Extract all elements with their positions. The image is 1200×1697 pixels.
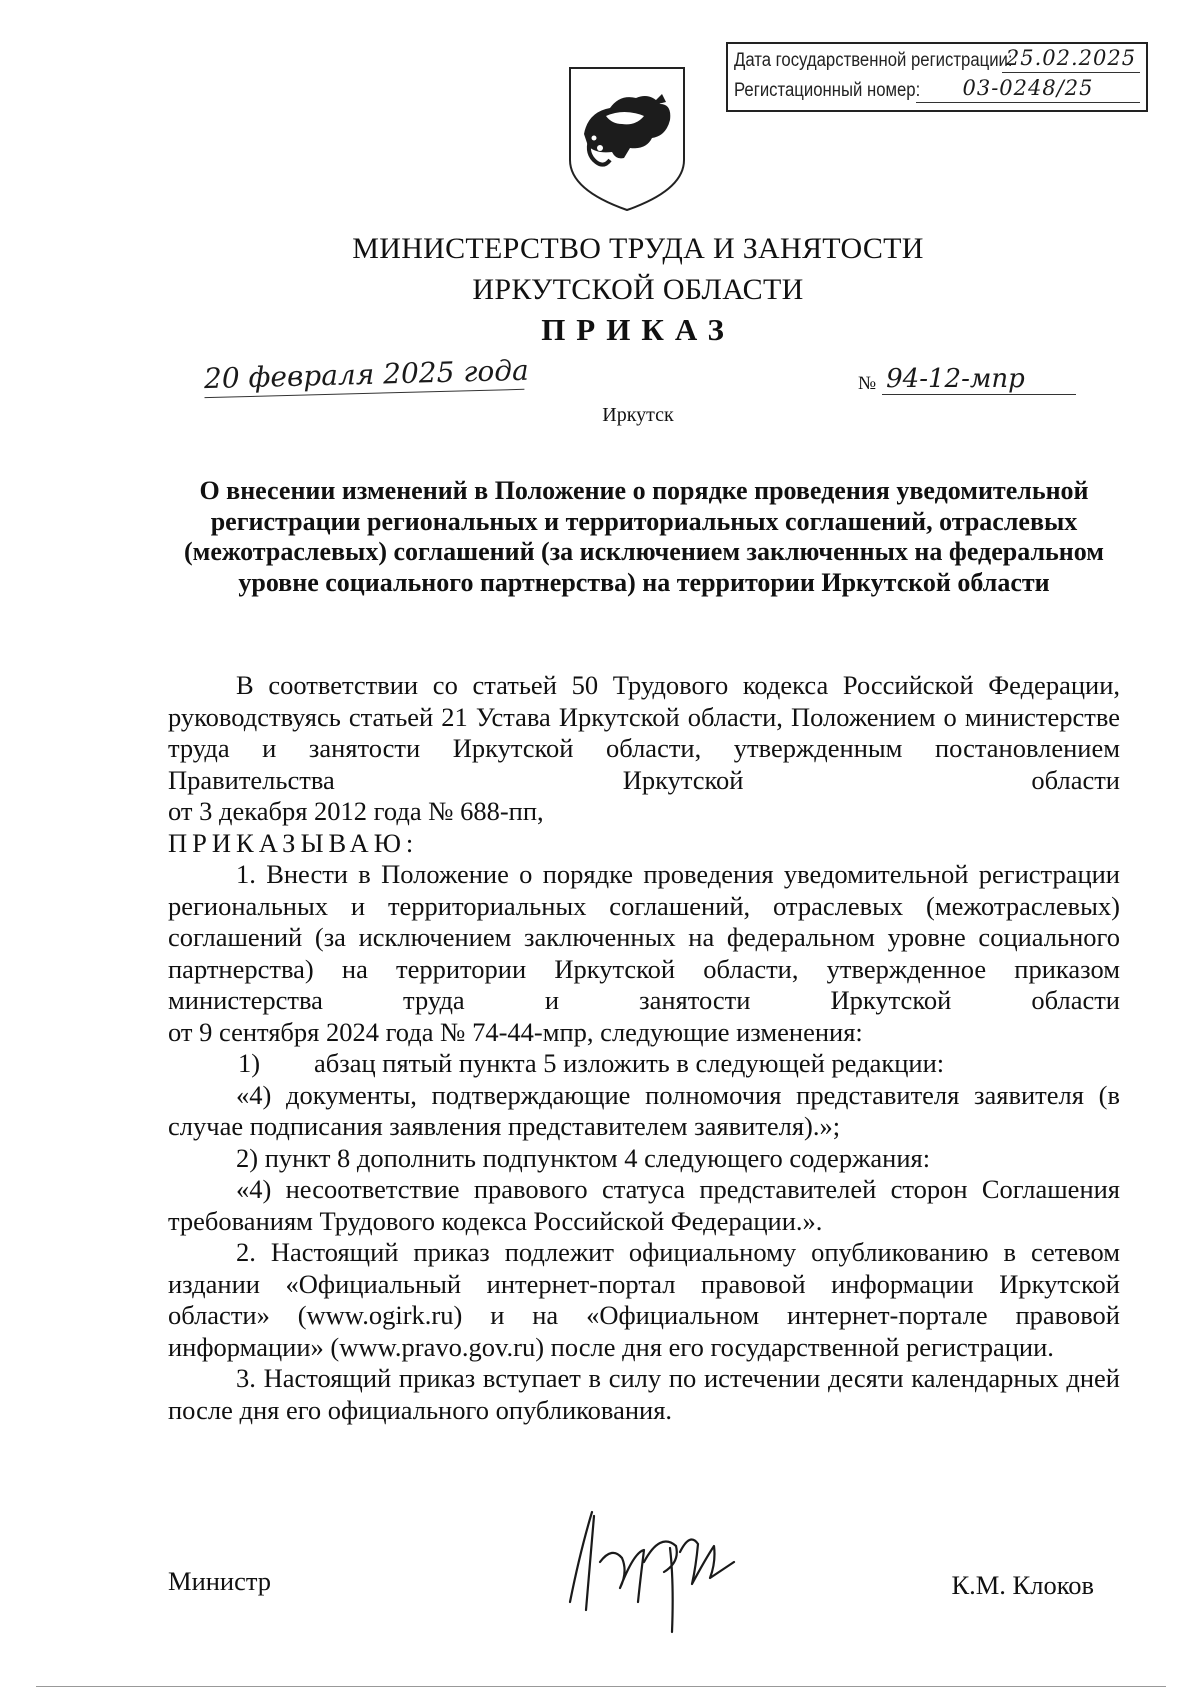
quote-1: «4) документы, подтверждающие полномочия представителя заявителя (в случае подписания заявления представителем заявителя).»; — [168, 1079, 1120, 1141]
ministry-name — [0, 228, 1200, 310]
preamble-paragraph: В соответствии со статьей 50 Трудового кодекса Российской Федерации, руководствуясь статьей 21 Устава Иркутской области, Положением о министерстве труда и занятости Иркутской области, утвержденным постановлением Правительства Иркутской области — [168, 670, 1120, 795]
signature-block — [168, 1540, 1120, 1690]
item-1-text: абзац пятый пункта 5 изложить в следующей редакции: — [314, 1048, 945, 1078]
coat-of-arms-icon — [566, 64, 688, 214]
ministry-line-1: МИНИСТЕРСТВО ТРУДА И ЗАНЯТОСТИ — [352, 232, 924, 265]
order-date-handwritten: 20 февраля 2025 года — [204, 354, 525, 398]
paragraph-1: 1. Внести в Положение о порядке проведения уведомительной регистрации региональных и территориальных соглашений, отраслевых (межотраслевых) соглашений (за исключением заключенных на федеральном уровне социального партнерства) на территории Иркутской области, утвержденное приказом министерства труда и занятости Иркутской области — [168, 859, 1120, 1015]
prikazyvayu-heading: ПРИКАЗЫВАЮ: — [168, 827, 419, 858]
item-1-number: 1) — [238, 1048, 261, 1078]
registration-date-label: Дата государственной регистрации: — [734, 50, 1013, 71]
signatory-title: Министр — [168, 1566, 272, 1596]
signatory-name: К.М. Клоков — [951, 1570, 1094, 1600]
quote-2: «4) несоответствие правового статуса представителей сторон Соглашения требованиям Трудового кодекса Российской Федерации.». — [168, 1174, 1120, 1236]
order-number — [858, 364, 1076, 395]
registration-number-label: Регистационный номер: — [734, 80, 921, 101]
handwritten-signature-icon — [540, 1492, 740, 1642]
preamble-end: от 3 декабря 2012 года № 688-пп, — [168, 796, 544, 826]
item-1 — [168, 1048, 1120, 1080]
ministry-line-2: ИРКУТСКОЙ ОБЛАСТИ — [472, 273, 804, 306]
order-number-handwritten: 94-12-мпр — [882, 364, 1076, 395]
paragraph-2: 2. Настоящий приказ подлежит официальному опубликованию в сетевом издании «Официальный интернет-портал правовой информации Иркутской области» (www.ogirk.ru) и на «Официальном интернет-портале правовой информации» (www.pravo.gov.ru) после дня его государственной регистрации. — [168, 1237, 1120, 1362]
city-name: Иркутск — [602, 404, 674, 426]
document-body — [168, 670, 1120, 1426]
paragraph-1-end: от 9 сентября 2024 года № 74-44-мпр, следующие изменения: — [168, 1016, 863, 1047]
registration-number-value: 03-0248/25 — [916, 76, 1140, 103]
order-subject-title: О внесении изменений в Положение о порядке проведения уведомительной регистрации региональных и территориальных соглашений, отраслевых (межотраслевых) соглашений (за исключением заключенных на федеральном уровне социального партнерства) на территории Иркутской области — [184, 476, 1104, 597]
item-2: 2) пункт 8 дополнить подпунктом 4 следующего содержания: — [236, 1142, 931, 1173]
registration-date-value: 25.02.2025 — [1002, 46, 1140, 73]
registration-stamp — [726, 42, 1148, 112]
paragraph-3: 3. Настоящий приказ вступает в силу по истечении десяти календарных дней после дня его официального опубликования. — [168, 1363, 1120, 1425]
number-sign: № — [858, 373, 877, 394]
document-type-title: ПРИКАЗ — [541, 312, 735, 347]
scan-edge-divider — [36, 1686, 1166, 1687]
